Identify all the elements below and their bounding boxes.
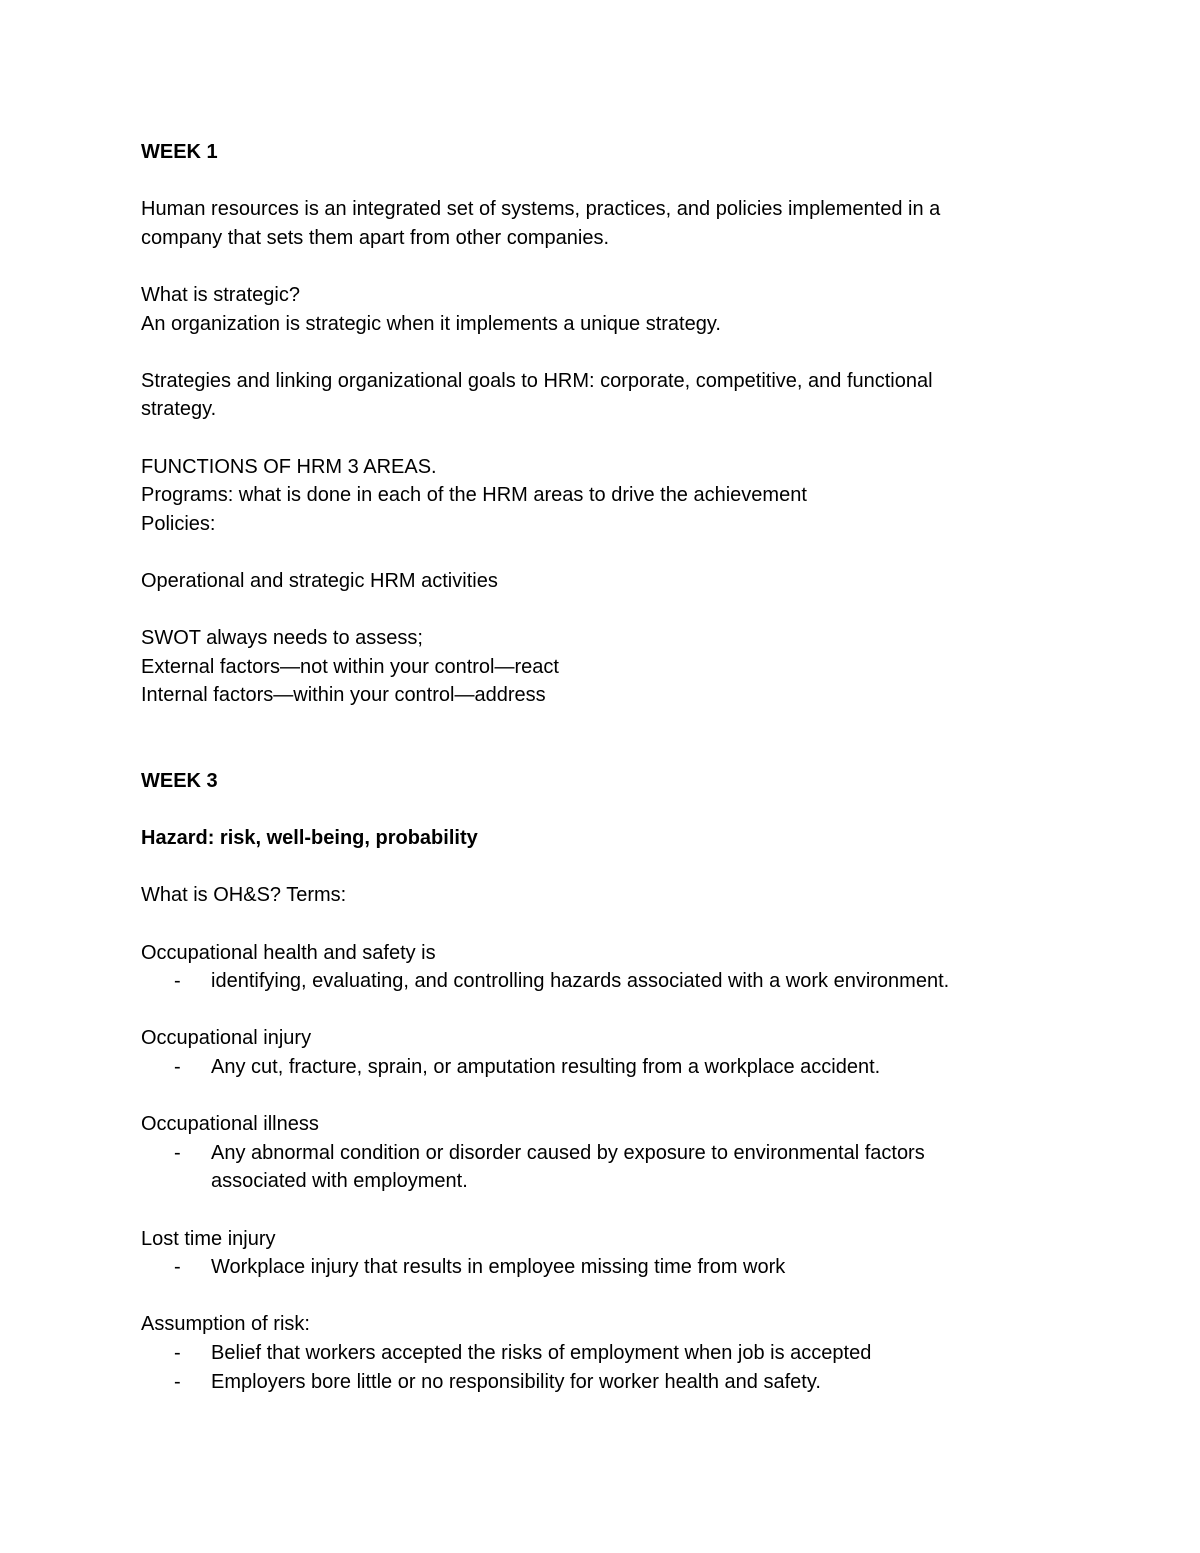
bullet-dash: - [174, 1056, 181, 1078]
term-title: Occupational health and safety is [141, 941, 436, 964]
strategic-answer: An organization is strategic when it implements a unique strategy. [141, 312, 721, 335]
bullet-dash: - [174, 970, 181, 993]
spacer [141, 1196, 1041, 1225]
external-factors-line: External factors—not within your control—react [141, 655, 559, 678]
swot-line: SWOT always needs to assess; [141, 627, 423, 650]
bullet-dash: - [174, 1141, 181, 1164]
spacer [141, 338, 1041, 367]
strategies-line-1: Strategies and linking organizational goals to HRM: corporate, competitive, and functional [141, 369, 933, 392]
bullet-text: Any cut, fracture, sprain, or amputation resulting from a workplace accident. [211, 1056, 881, 1078]
spacer [141, 167, 1041, 196]
list-item [141, 1139, 1041, 1196]
strategic-question: What is strategic? [141, 283, 300, 306]
list-item [141, 1253, 1041, 1282]
document-page [141, 138, 1041, 1396]
list-item [141, 967, 1041, 996]
spacer [141, 853, 1041, 882]
bullet-text: Employers bore little or no responsibility for worker health and safety. [211, 1370, 821, 1393]
spacer [141, 252, 1041, 281]
hr-definition-line-2: company that sets them apart from other companies. [141, 226, 609, 249]
functions-heading: FUNCTIONS OF HRM 3 AREAS. [141, 455, 437, 478]
spacer [141, 796, 1041, 825]
policies-line: Policies: [141, 512, 216, 535]
term-title: Assumption of risk: [141, 1313, 310, 1336]
hazard-heading: Hazard: risk, well-being, probability [141, 827, 478, 850]
week3-heading: WEEK 3 [141, 770, 218, 793]
list-item [141, 1339, 1041, 1368]
term-title: Occupational illness [141, 1113, 319, 1136]
term-title: Occupational injury [141, 1027, 312, 1050]
ohs-question: What is OH&S? Terms: [141, 884, 347, 907]
spacer [141, 1282, 1041, 1311]
bullet-dash: - [174, 1370, 181, 1393]
spacer [141, 596, 1041, 625]
bullet-dash: - [174, 1256, 181, 1279]
spacer [141, 424, 1041, 453]
spacer [141, 710, 1041, 767]
internal-factors-line: Internal factors—within your control—address [141, 684, 546, 707]
bullet-text: Workplace injury that results in employee missing time from work [211, 1256, 786, 1279]
bullet-dash: - [174, 1341, 181, 1364]
strategies-line-2: strategy. [141, 398, 217, 421]
bullet-text: Any abnormal condition or disorder caused by exposure to environmental factors associated with employment. [211, 1141, 925, 1193]
bullet-text: Belief that workers accepted the risks of employment when job is accepted [211, 1341, 872, 1364]
list-item [141, 1368, 1041, 1397]
spacer [141, 1082, 1041, 1111]
term-title: Lost time injury [141, 1227, 276, 1250]
spacer [141, 910, 1041, 939]
programs-line: Programs: what is done in each of the HRM areas to drive the achievement [141, 484, 807, 507]
spacer [141, 538, 1041, 567]
hr-definition-line-1: Human resources is an integrated set of systems, practices, and policies implemented in a [141, 198, 941, 221]
list-item [141, 1053, 1041, 1082]
spacer [141, 996, 1041, 1025]
bullet-text: identifying, evaluating, and controlling hazards associated with a work environment. [211, 970, 950, 993]
operational-line: Operational and strategic HRM activities [141, 569, 498, 592]
week1-heading: WEEK 1 [141, 141, 218, 163]
